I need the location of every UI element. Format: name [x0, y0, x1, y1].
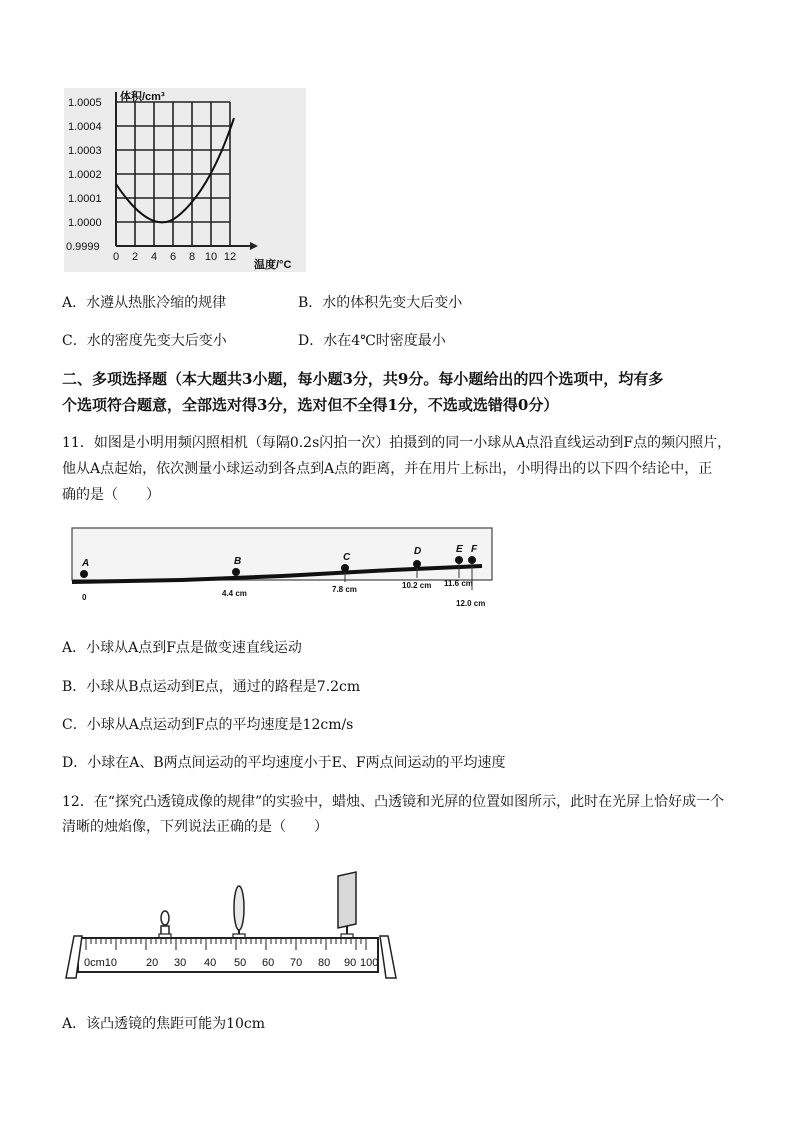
- point-label: C: [343, 552, 351, 563]
- x-tick-label: 8: [188, 251, 196, 263]
- candle-flame: [161, 911, 169, 925]
- q10-option-c: C．水的密度先变大后变小: [62, 333, 227, 349]
- ruler-label: 80: [318, 957, 331, 969]
- distance-label: 0: [82, 593, 87, 602]
- point-label: A: [82, 558, 90, 569]
- section-heading-cont: 个选项符合题意，全部选对得3分，选对但不全得1分，不选或选错得0分）: [62, 396, 559, 414]
- ruler-label: 0cm10: [84, 957, 118, 969]
- y-tick-label: 1.0003: [68, 145, 102, 157]
- light-screen: [338, 872, 356, 928]
- ruler: [78, 938, 378, 972]
- distance-label: 7.8 cm: [332, 585, 357, 594]
- ball-b: [232, 568, 240, 576]
- q11-stem-cont: 确的是（ ）: [62, 487, 160, 503]
- x-tick-label: 6: [169, 251, 177, 263]
- x-tick-label: 2: [131, 251, 139, 263]
- point-label: F: [471, 544, 478, 555]
- y-axis-label: 体积/cm³: [120, 91, 165, 103]
- point-label: B: [234, 556, 242, 567]
- x-tick-label: 12: [223, 251, 237, 263]
- q11-stem-cont: 他从A点起始，依次测量小球运动到各点到A点的距离，并在用片上标出，小明得出的以下四个结论中，正: [62, 461, 713, 477]
- y-tick-label: 1.0004: [68, 121, 102, 133]
- optical-bench-figure: [62, 866, 402, 984]
- ruler-label: 50: [234, 957, 247, 969]
- point-label: D: [414, 546, 422, 557]
- ruler-label: 90: [344, 957, 357, 969]
- ruler-label: 60: [262, 957, 275, 969]
- ball-a: [80, 570, 88, 578]
- y-tick-label: 1.0005: [68, 97, 102, 109]
- q11-option-d: D．小球在A、B两点间运动的平均速度小于E、F两点间运动的平均速度: [62, 755, 506, 771]
- ball-e: [455, 556, 463, 564]
- q12-stem: 12．在“探究凸透镜成像的规律”的实验中，蜡烛、凸透镜和光屏的位置如图所示，此时在光屏上恰好成一个: [62, 794, 725, 810]
- distance-label: 11.6 cm: [444, 579, 473, 588]
- section-heading: 二、多项选择题（本大题共3小题，每小题3分，共9分。每小题给出的四个选项中，均有多: [62, 370, 664, 388]
- x-tick-label: 4: [150, 251, 158, 263]
- y-tick-label: 1.0001: [68, 193, 102, 205]
- volume-temperature-chart: [64, 88, 312, 274]
- distance-label: 10.2 cm: [402, 581, 432, 590]
- q12-stem-cont: 清晰的烛焰像，下列说法正确的是（ ）: [62, 819, 328, 835]
- q11-option-a: A．小球从A点到F点是做变速直线运动: [62, 640, 302, 656]
- ruler-label: 30: [174, 957, 187, 969]
- x-tick-label: 10: [204, 251, 218, 263]
- distance-label: 12.0 cm: [456, 599, 486, 608]
- bench-stand-right: [380, 936, 396, 978]
- q11-option-c: C．小球从A点运动到F点的平均速度是12cm/s: [62, 717, 354, 733]
- ball-f: [468, 556, 476, 564]
- ruler-label: 40: [204, 957, 217, 969]
- ruler-label: 100: [360, 957, 379, 969]
- q10-option-a: A．水遵从热胀冷缩的规律: [62, 295, 227, 311]
- q10-option-d: D．水在4℃时密度最小: [298, 333, 446, 349]
- flash-photo-figure: [62, 524, 494, 610]
- y-tick-label: 0.9999: [66, 241, 100, 253]
- q12-option-a: A．该凸透镜的焦距可能为10cm: [62, 1016, 266, 1032]
- x-axis-label: 温度/°C: [254, 259, 292, 271]
- convex-lens: [234, 886, 244, 930]
- distance-label: 4.4 cm: [222, 589, 247, 598]
- ball-d: [413, 560, 421, 568]
- point-label: E: [456, 544, 463, 555]
- q11-option-b: B．小球从B点运动到E点，通过的路程是7.2cm: [62, 679, 361, 695]
- y-tick-label: 1.0002: [68, 169, 102, 181]
- y-tick-label: 1.0000: [68, 217, 102, 229]
- ruler-label: 20: [146, 957, 159, 969]
- ruler-label: 70: [290, 957, 303, 969]
- ball-c: [341, 564, 349, 572]
- q11-stem: 11．如图是小明用频闪照相机（每隔0.2s闪拍一次）拍摄到的同一小球从A点沿直线运动到F点的频闪照片，: [62, 435, 732, 451]
- q10-option-b: B．水的体积先变大后变小: [298, 295, 463, 311]
- x-tick-label: 0: [112, 251, 120, 263]
